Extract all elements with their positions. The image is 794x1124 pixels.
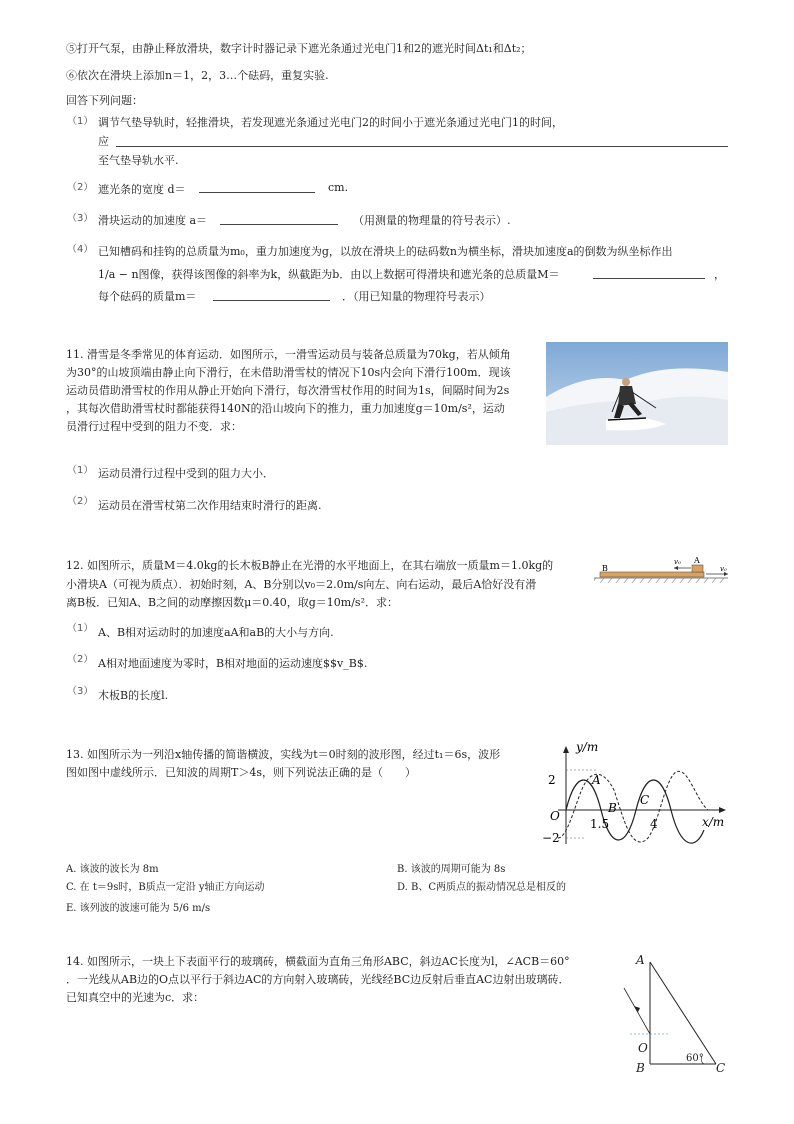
q11-p2-text: 运动员在滑雪杖第二次作用结束时滑行的距离.: [98, 499, 322, 512]
tick-neg2: −2: [542, 831, 560, 845]
option-c[interactable]: C. 在 t＝9s时，B质点一定沿 y轴正方向运动: [66, 882, 265, 893]
answer-blank[interactable]: [199, 192, 315, 193]
q10-p3-after: （用测量的物理量的符号表示）.: [353, 214, 511, 227]
q12-p2-text: A相对地面速度为零时，B相对地面的运动速度$$v_B$.: [98, 657, 368, 670]
part-number: （2）: [67, 496, 94, 507]
q11-p1-text: 运动员滑行过程中受到的阻力大小．: [98, 467, 274, 480]
q10-p4-comma: ，: [714, 268, 725, 281]
point-o: O: [638, 1041, 648, 1055]
point-a-label: A: [592, 773, 601, 787]
tick-4: 4: [650, 817, 658, 831]
q12-line1: 12. 如图所示，质量M＝4.0kg的长木板B静止在光滑的水平地面上，在其右端放一质量m＝1.0kg的: [66, 559, 554, 572]
q12-line3: 离B板．已知A、B之间的动摩擦因数μ＝0.40，取g＝10m/s²．求：: [66, 596, 398, 609]
q11-line2: 为30°的山坡顶端由静止向下滑行，在未借助滑雪杖的情况下10s内会向下滑行100m．现该: [66, 366, 511, 379]
q10-p4-line2: 1/a − n图像，获得该图像的斜率为k，纵截距为b．由以上数据可得滑块和遮光条的总质量M＝: [98, 268, 560, 281]
option-b[interactable]: B. 该波的周期可能为 8s: [397, 864, 506, 875]
q10-p1-line2: 应: [98, 135, 109, 148]
board-diagram: [594, 556, 734, 593]
part-number: （2）: [67, 654, 94, 665]
q14-line1: 14. 如图所示，一块上下表面平行的玻璃砖，横截面为直角三角形ABC，斜边AC长度为l，∠ACB＝60°: [66, 955, 570, 968]
x-axis-label: x/m: [702, 815, 725, 829]
answer-intro: 回答下列问题：: [66, 94, 143, 107]
skier-photo: [546, 342, 728, 445]
label-a: A: [694, 556, 700, 565]
origin-label: O: [550, 809, 560, 823]
part-number: （2）: [67, 182, 94, 193]
part-number: （3）: [67, 213, 94, 224]
angle-60: 60°: [686, 1053, 704, 1064]
q10-p4-line3: 每个砝码的质量m＝: [98, 290, 197, 303]
q13-line1: 13. 如图所示为一列沿x轴传播的简谐横波，实线为t＝0时刻的波形图，经过t₁＝6s，波形: [66, 748, 501, 761]
q12-line2: 小滑块A（可视为质点）．初始时刻，A、B分别以v₀＝2.0m/s向左、向右运动，最后A恰好没有滑: [66, 578, 537, 591]
part-number: （1）: [67, 465, 94, 476]
part-number: （1）: [67, 116, 94, 127]
answer-blank[interactable]: [593, 278, 705, 279]
label-v0-left: v₀: [674, 558, 681, 566]
part-number: （3）: [67, 686, 94, 697]
point-b-label: B: [608, 801, 617, 815]
label-v0-right: v₀: [720, 565, 727, 573]
q14-line2: ．一光线从AB边的O点以平行于斜边AC的方向射入玻璃砖，光线经BC边反射后垂直AC边射出玻璃砖．: [66, 973, 570, 986]
q10-p1-line1: 调节气垫导轨时，轻推滑块，若发现遮光条通过光电门2的时间小于遮光条通过光电门1的时间，: [98, 116, 563, 129]
vertex-b: B: [636, 1061, 645, 1075]
step-5: ⑤打开气泵，由静止释放滑块，数字计时器记录下遮光条通过光电门1和2的遮光时间Δt₁和Δt₂；: [66, 42, 532, 55]
tick-2: 2: [548, 773, 556, 787]
q11-line1: 11. 滑雪是冬季常见的体育运动．如图所示，一滑雪运动员与装备总质量为70kg，若从倾角: [66, 348, 511, 361]
answer-blank[interactable]: [213, 300, 330, 301]
q11-line4: ，其每次借助滑雪杖时都能获得140N的沿山坡向下的推力，重力加速度g＝10m/s²，运动: [66, 402, 505, 415]
q11-line5: 员滑行过程中受到的阻力不变．求：: [66, 420, 242, 433]
part-number: （4）: [67, 244, 94, 255]
tick-1-5: 1.5: [590, 817, 610, 831]
q11-line3: 运动员借助滑雪杖的作用从静止开始向下滑行，每次滑雪杖作用的时间为1s，间隔时间为2s: [66, 384, 510, 397]
q10-p4-line1: 已知槽码和挂钩的总质量为m₀，重力加速度为g，以放在滑块上的砝码数n为横坐标，滑块加速度a的倒数为纵坐标作出: [98, 245, 673, 258]
answer-blank[interactable]: [220, 224, 338, 225]
part-number: （1）: [67, 623, 94, 634]
vertex-c: C: [716, 1061, 726, 1075]
vertex-a: A: [636, 953, 645, 967]
q10-p3-text: 滑块运动的加速度 a＝: [98, 214, 208, 227]
y-axis-label: y/m: [576, 740, 599, 754]
q12-p1-text: A、B相对运动时的加速度aA和aB的大小与方向.: [98, 626, 334, 639]
prism-diagram: [616, 948, 736, 1081]
q10-p2-text: 遮光条的宽度 d＝: [98, 183, 186, 196]
point-c-label: C: [640, 793, 650, 807]
option-a[interactable]: A. 该波的波长为 8m: [66, 864, 159, 875]
option-e[interactable]: E. 该列波的波速可能为 5/6 m/s: [66, 903, 211, 914]
q10-p4-line3-after: ．（用已知量的物理符号表示）: [342, 290, 491, 303]
label-b: B: [602, 564, 608, 573]
q13-line2: 图如图中虚线所示．已知波的周期T＞4s，则下列说法正确的是（ ）: [66, 766, 416, 779]
wave-diagram: [536, 740, 730, 855]
q10-p1-line3: 至气垫导轨水平.: [98, 154, 179, 167]
q10-p2-unit: cm.: [328, 181, 349, 194]
step-6: ⑥依次在滑块上添加n＝1，2，3…个砝码，重复实验.: [66, 69, 329, 82]
answer-blank[interactable]: [116, 146, 728, 147]
q14-line3: 已知真空中的光速为c．求：: [66, 991, 205, 1004]
option-d[interactable]: D. B、C两质点的振动情况总是相反的: [397, 882, 567, 893]
q12-p3-text: 木板B的长度l.: [98, 689, 169, 702]
